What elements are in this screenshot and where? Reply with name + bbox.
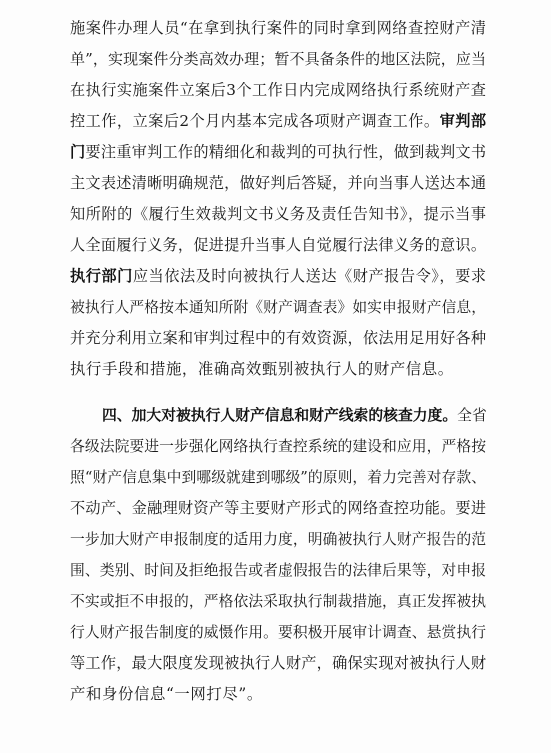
text-segment: 各级法院要进一步强化网络执行查控系统的建设和应用，严格按 — [70, 438, 486, 455]
text-segment: 不实或拒不申报的，严格依法采取执行制裁措施，真正发挥被执 — [70, 593, 486, 610]
text-segment: 等工作，最大限度发现被执行人财产，确保实现对被执行人财 — [70, 654, 486, 672]
section-heading-line — [102, 405, 486, 426]
text-segment: 单”，实现案件分类高效办理；暂不具备条件的地区法院，应当 — [70, 50, 486, 68]
text-segment: 在执行实施案件立案后3个工作日内完成网络执行系统财产查 — [70, 81, 486, 99]
section-heading: 四、加大对被执行人财产信息和财产线索的核查力度。 — [102, 407, 458, 424]
text-segment: 围、类别、时间及拒绝报告或者虚假报告的法律后果等，对申报 — [70, 562, 486, 579]
text-line — [70, 591, 486, 612]
text-line — [70, 436, 486, 457]
text-line — [70, 111, 486, 132]
text-line — [70, 467, 486, 488]
text-line — [70, 684, 486, 705]
text-line — [70, 359, 486, 380]
text-line — [70, 560, 486, 581]
text-line — [70, 49, 486, 70]
text-segment: 并充分利用立案和审判过程中的有效资源，依法用足用好各种 — [70, 329, 486, 347]
text-segment: 照“财产信息集中到哪级就建到哪级”的原则，着力完善对存款、 — [70, 469, 486, 486]
text-line — [70, 498, 486, 519]
text-segment: 主文表述清晰明确规范，做好判后答疑，并向当事人送达本通 — [70, 174, 486, 192]
text-line — [70, 266, 486, 287]
text-segment: 不动产、金融理财资产等主要财产形式的网络查控功能。要进 — [70, 499, 486, 517]
text-segment: 被执行人严格按本通知所附《财产调查表》如实申报财产信息， — [70, 299, 486, 316]
text-line — [70, 204, 486, 225]
text-line — [70, 653, 486, 674]
text-segment: 要注重审判工作的精细化和裁判的可执行性，做到裁判文书 — [85, 143, 487, 161]
text-segment: 人全面履行义务，促进提升当事人自觉履行法律义务的意识。 — [70, 236, 486, 254]
text-line — [70, 80, 486, 101]
bold-phrase: 执行部门 — [70, 267, 133, 285]
text-line — [70, 18, 486, 39]
text-segment: 施案件办理人员“在拿到执行案件的同时拿到网络查控财产清 — [70, 19, 486, 37]
text-segment: 应当依法及时向被执行人送达《财产报告令》，要求 — [132, 267, 487, 285]
text-line — [70, 622, 486, 643]
text-line — [70, 173, 486, 194]
text-line — [70, 297, 486, 318]
text-segment: 控工作，立案后2个月内基本完成各项财产调查工作。 — [70, 112, 440, 130]
text-segment: 全省 — [457, 407, 487, 424]
text-segment: 执行手段和措施，准确高效甄别被执行人的财产信息。 — [70, 360, 454, 378]
bold-phrase: 审判部 — [439, 112, 487, 130]
text-line — [70, 142, 486, 163]
text-segment: 知所附的《履行生效裁判文书义务及责任告知书》，提示当事 — [70, 205, 486, 223]
text-line — [70, 328, 486, 349]
text-segment: 行人财产报告制度的威慑作用。要积极开展审计调查、悬赏执行 — [70, 624, 486, 641]
bold-phrase: 门 — [70, 143, 86, 161]
text-line — [70, 235, 486, 256]
text-segment: 产和身份信息“一网打尽”。 — [70, 685, 263, 703]
text-line — [70, 529, 486, 550]
text-segment: 一步加大财产申报制度的适用力度，明确被执行人财产报告的范 — [70, 531, 486, 548]
